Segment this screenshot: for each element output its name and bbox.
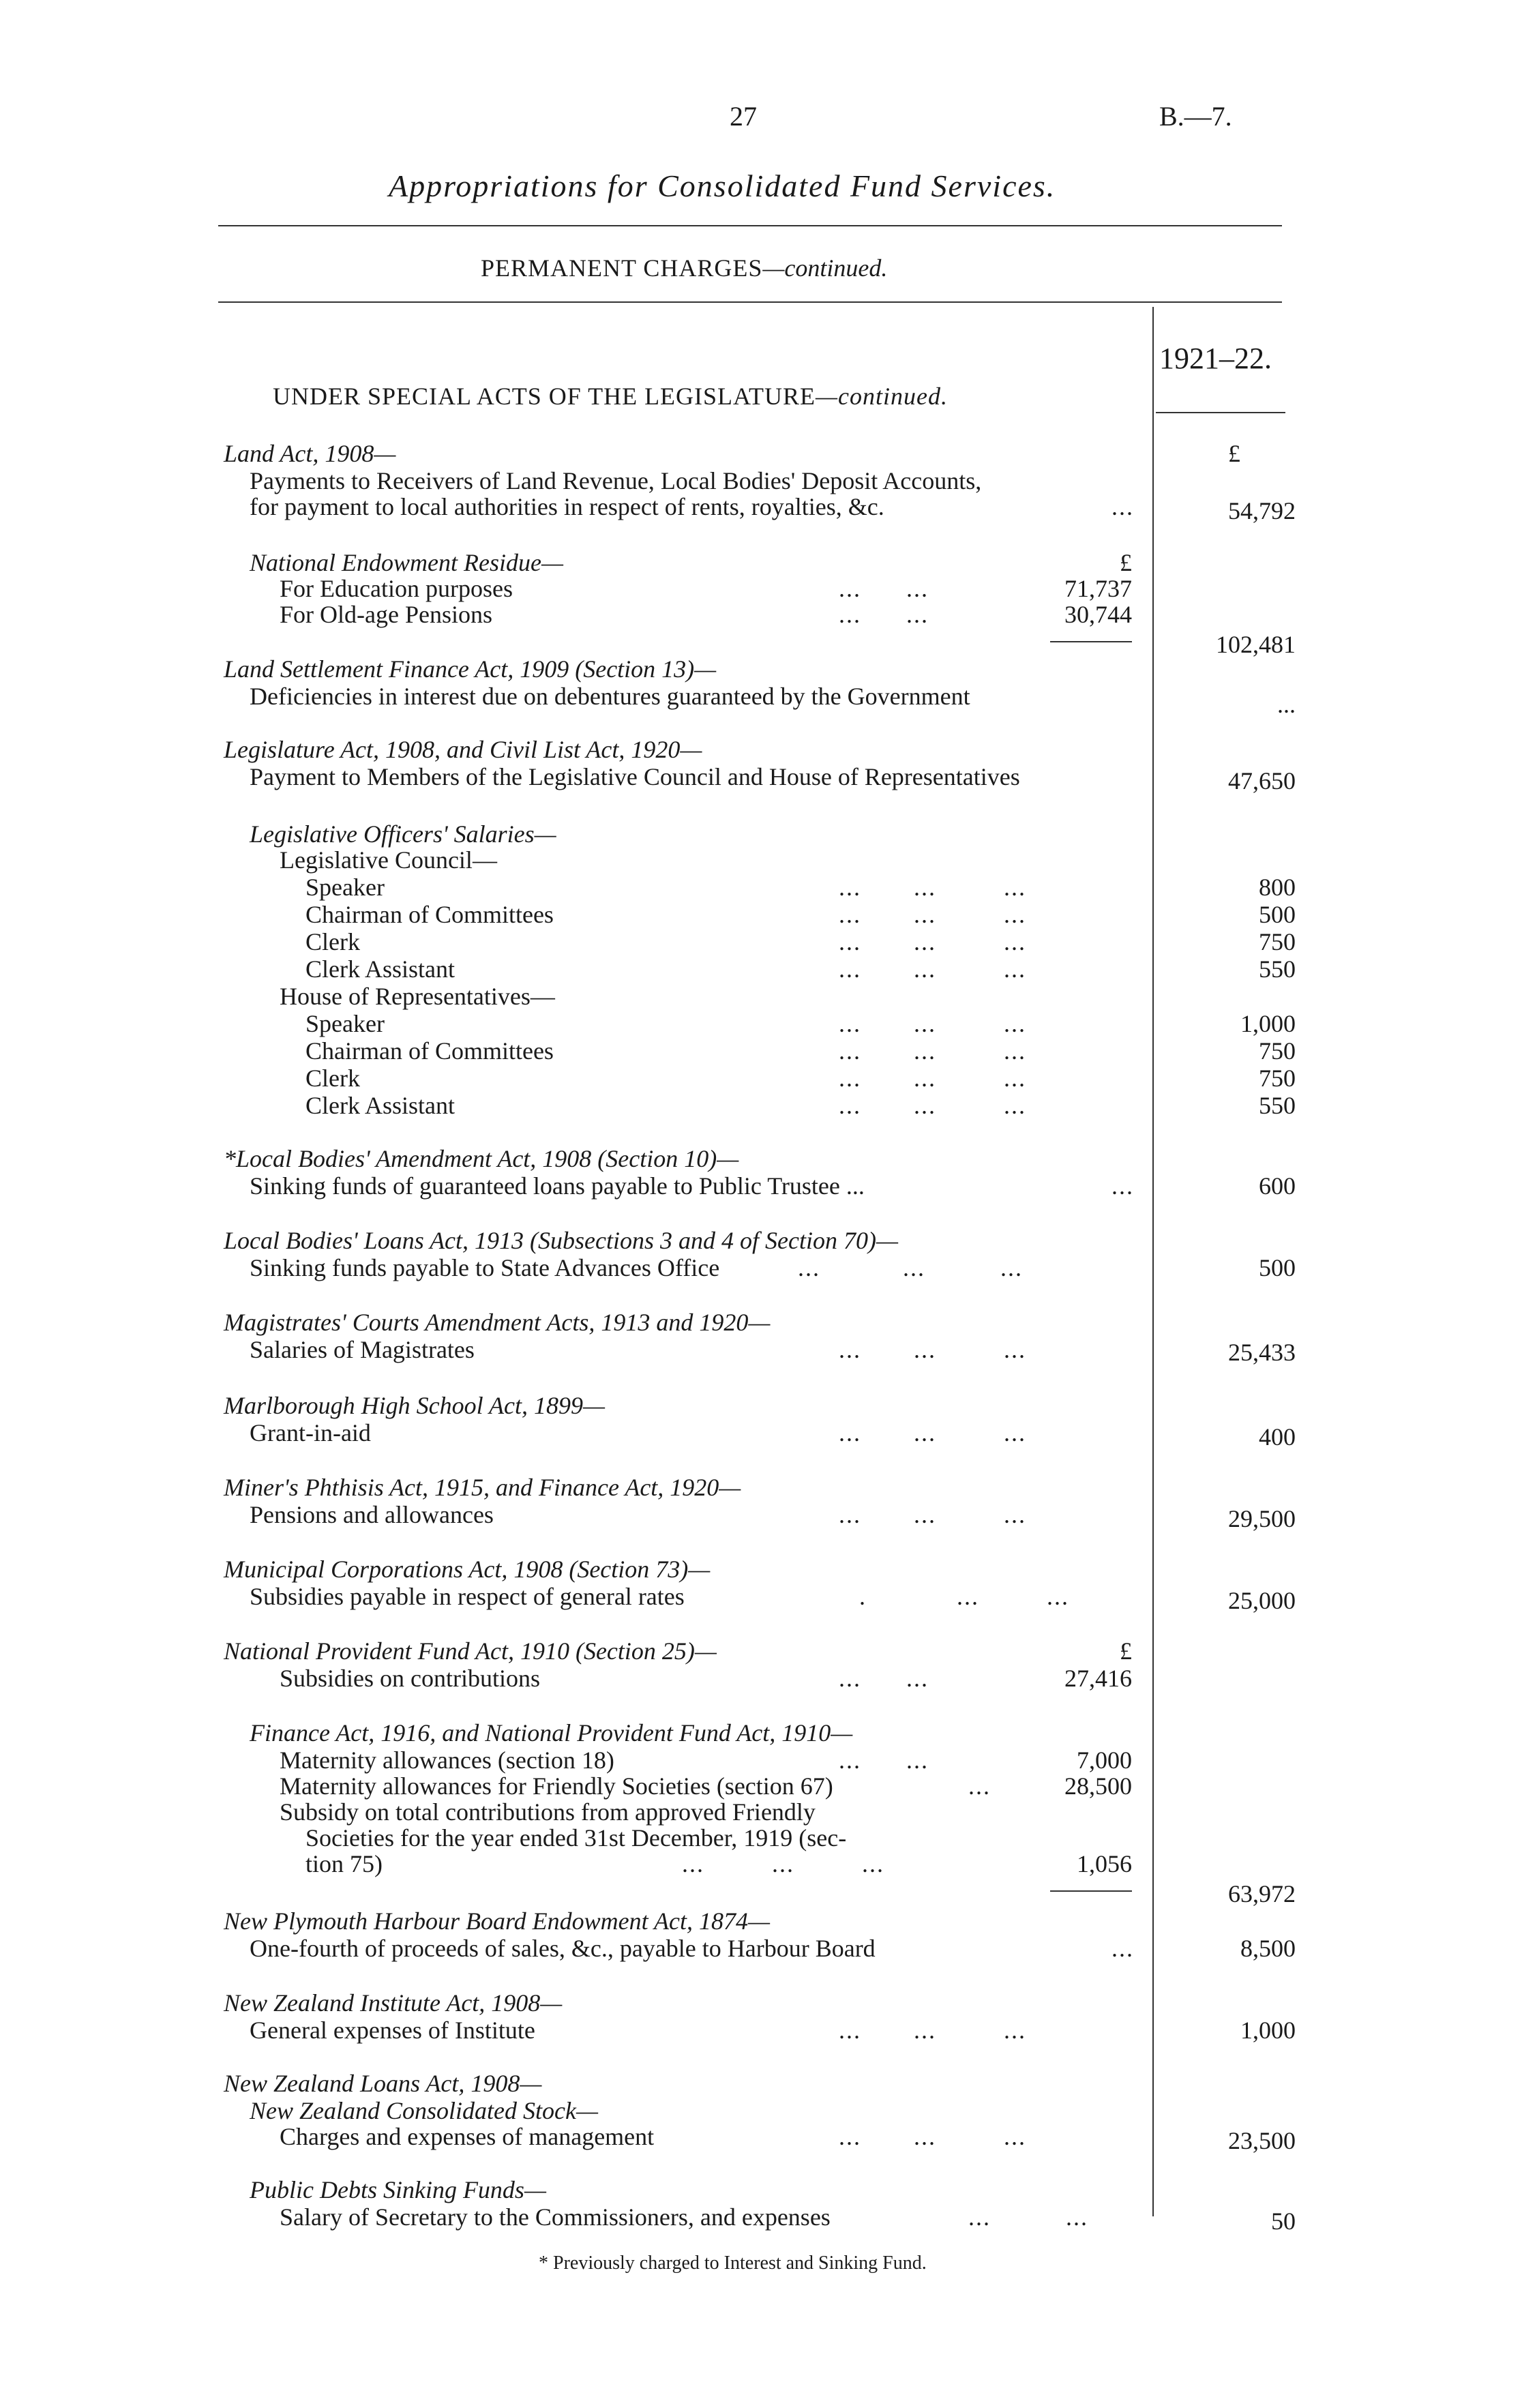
leader-dots: ... ... ... [839,2017,1026,2044]
section-subtitle: PERMANENT CHARGES—continued. [481,254,888,282]
miners-title: Miner's Phthisis Act, 1915, and Finance Act, 1920— [224,1474,741,1501]
leader-dots: ... ... ... [839,2123,1026,2150]
finance-item-value: 28,500 [1064,1772,1132,1800]
finance-subsidy-value: 1,056 [1077,1850,1132,1877]
land-settlement-amount: ... [1277,691,1296,718]
local-bodies-line1: Sinking funds of guaranteed loans payable to Public Trustee ... [250,1172,865,1200]
endowment-item-value: 30,744 [1064,601,1132,628]
endowment-currency: £ [1120,549,1132,576]
subtitle-rule [218,301,1282,303]
leader-dots: ... ... ... [798,1254,1023,1281]
officer-amount: 750 [1259,1037,1296,1065]
marlborough-line1: Grant-in-aid [250,1419,371,1446]
leader-dots: ... ... ... [839,1065,1026,1092]
year-header-rule [1156,412,1285,413]
officer-label: Chairman of Committees [305,1037,554,1065]
page-number: 27 [730,101,757,132]
endowment-item-value: 71,737 [1064,575,1132,602]
leader-dots: ... [968,1772,991,1800]
magistrates-amount: 25,433 [1228,1339,1296,1366]
sinking-line1: Salary of Secretary to the Commissioners, and expenses [280,2203,831,2231]
legislature-title: Legislature Act, 1908, and Civil List Act, 1920— [224,736,702,763]
sinking-title: Public Debts Sinking Funds— [250,2176,546,2203]
local-loans-line1: Sinking funds payable to State Advances Office [250,1254,720,1281]
officer-amount: 750 [1259,1065,1296,1092]
institute-amount: 1,000 [1240,2017,1296,2044]
local-bodies-title: *Local Bodies' Amendment Act, 1908 (Section 10)— [224,1145,739,1172]
plymouth-amount: 8,500 [1240,1935,1296,1962]
plymouth-line1: One-fourth of proceeds of sales, &c., payable to Harbour Board [250,1935,876,1962]
leader-dots: ... [1111,1172,1134,1200]
house-heading: House of Representatives— [280,983,555,1010]
loans-title: New Zealand Loans Act, 1908— [224,2070,542,2097]
leader-dots: ... ... ... [839,1092,1026,1119]
currency-symbol: £ [1228,440,1240,467]
municipal-amount: 25,000 [1228,1587,1296,1614]
officer-label: Clerk Assistant [305,1092,456,1119]
marlborough-amount: 400 [1259,1423,1296,1451]
officer-amount: 750 [1259,928,1296,955]
leader-dots: . ... ... [859,1583,1069,1610]
leader-dots: ... ... ... [839,1419,1026,1446]
leader-dots: ... ... [839,1665,929,1692]
land-settlement-title: Land Settlement Finance Act, 1909 (Section 13)— [224,655,717,683]
officer-label: Chairman of Committees [305,901,554,928]
local-bodies-amount: 600 [1259,1172,1296,1200]
provident-value: 27,416 [1064,1665,1132,1692]
leader-dots: ... ... [968,2203,1088,2231]
land-act-line1: Payments to Receivers of Land Revenue, Local Bodies' Deposit Accounts, [250,467,982,494]
legislature-amount: 47,650 [1228,767,1296,794]
officer-amount: 550 [1259,955,1296,983]
municipal-title: Municipal Corporations Act, 1908 (Section 73)— [224,1556,711,1583]
institute-line1: General expenses of Institute [250,2017,535,2044]
land-act-line2: for payment to local authorities in respect of rents, royalties, &c. [250,493,884,520]
finance-title: Finance Act, 1916, and National Provident Fund Act, 1910— [250,1719,853,1746]
provident-title: National Provident Fund Act, 1910 (Section 25)— [224,1637,717,1665]
magistrates-line1: Salaries of Magistrates [250,1336,475,1363]
institute-title: New Zealand Institute Act, 1908— [224,1989,563,2017]
endowment-title: National Endowment Residue— [250,549,563,576]
local-loans-title: Local Bodies' Loans Act, 1913 (Subsections 3 and 4 of Section 70)— [224,1227,898,1254]
land-act-title: Land Act, 1908— [224,440,396,467]
officer-label: Speaker [305,1010,385,1037]
officer-amount: 800 [1259,874,1296,901]
leader-dots: ... ... ... [839,1501,1026,1528]
officer-amount: 500 [1259,901,1296,928]
miners-amount: 29,500 [1228,1505,1296,1532]
land-settlement-line1: Deficiencies in interest due on debentures guaranteed by the Government [250,683,970,710]
loans-stock-heading: New Zealand Consolidated Stock— [250,2097,598,2124]
leader-dots: ... ... ... [839,901,1026,928]
officer-label: Clerk Assistant [305,955,456,983]
year-column-header: 1921–22. [1159,342,1272,375]
plymouth-title: New Plymouth Harbour Board Endowment Act, 1874— [224,1907,770,1935]
officer-label: Speaker [305,874,385,901]
leader-dots: ... ... [839,601,929,628]
finance-subsidy-line2: Societies for the year ended 31st December, 1919 (sec- [305,1824,847,1852]
finance-item-label: Maternity allowances (section 18) [280,1746,614,1774]
officer-label: Clerk [305,928,360,955]
leader-dots: ... ... ... [839,955,1026,983]
leader-dots: ... ... [839,575,929,602]
officer-amount: 550 [1259,1092,1296,1119]
loans-line1: Charges and expenses of management [280,2123,655,2150]
provident-line1: Subsidies on contributions [280,1665,541,1692]
leader-dots: ... [1111,493,1134,520]
leader-dots: ... [1111,1935,1134,1962]
leader-dots: ... ... ... [839,874,1026,901]
officer-amount: 1,000 [1240,1010,1296,1037]
page-title: Appropriations for Consolidated Fund Services. [389,168,1056,203]
section-heading: UNDER SPECIAL ACTS OF THE LEGISLATURE—continued. [273,383,949,410]
finance-amount: 63,972 [1228,1880,1296,1907]
sinking-amount: 50 [1271,2208,1296,2235]
title-rule [218,225,1282,226]
officer-label: Clerk [305,1065,360,1092]
document-reference: B.—7. [1159,101,1232,132]
local-loans-amount: 500 [1259,1254,1296,1281]
finance-subsidy-line1: Subsidy on total contributions from approved Friendly [280,1798,816,1826]
leader-dots: ... ... ... [839,928,1026,955]
council-heading: Legislative Council— [280,846,497,874]
miners-line1: Pensions and allowances [250,1501,494,1528]
municipal-line1: Subsidies payable in respect of general rates [250,1583,685,1610]
land-act-amount: 54,792 [1228,497,1296,524]
finance-item-label: Maternity allowances for Friendly Societies (section 67) [280,1772,833,1800]
provident-currency: £ [1120,1637,1132,1665]
endowment-item-label: For Education purposes [280,575,513,602]
officers-title: Legislative Officers' Salaries— [250,820,556,848]
loans-amount: 23,500 [1228,2127,1296,2154]
leader-dots: ... ... ... [682,1850,884,1877]
leader-dots: ... ... [839,1746,929,1774]
endowment-amount: 102,481 [1216,631,1296,658]
magistrates-title: Magistrates' Courts Amendment Acts, 1913 and 1920— [224,1309,771,1336]
marlborough-title: Marlborough High School Act, 1899— [224,1392,605,1419]
finance-subsidy-line3: tion 75) [305,1850,383,1877]
endowment-item-label: For Old-age Pensions [280,601,492,628]
footnote: * Previously charged to Interest and Sinking Fund. [539,2253,927,2274]
finance-item-value: 7,000 [1077,1746,1132,1774]
leader-dots: ... ... ... [839,1010,1026,1037]
leader-dots: ... ... ... [839,1037,1026,1065]
leader-dots: ... ... ... [839,1336,1026,1363]
legislature-line1: Payment to Members of the Legislative Council and House of Representatives [250,763,1020,790]
